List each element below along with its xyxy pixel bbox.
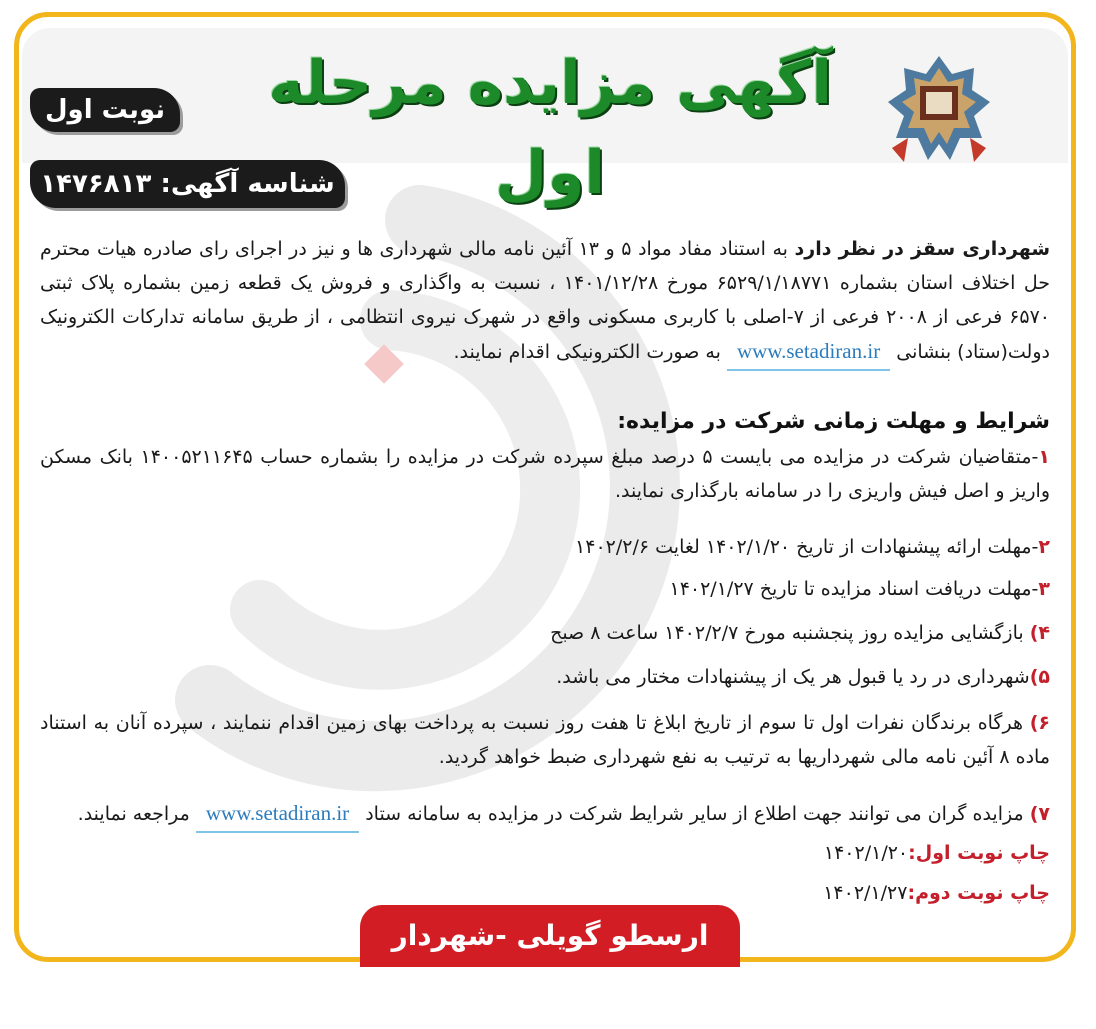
print-first-date: ۱۴۰۲/۱/۲۰ [823, 842, 909, 864]
condition-text: -مهلت دریافت اسناد مزایده تا تاریخ ۱۴۰۲/۱/۲۷ [669, 578, 1039, 600]
intro-paragraph [40, 232, 1050, 371]
intro-tail: به صورت الکترونیکی اقدام نمایند. [453, 341, 721, 363]
condition-tail: مراجعه نمایند. [77, 803, 196, 825]
condition-number: ۳ [1038, 578, 1050, 600]
condition-item-7 [40, 796, 1050, 833]
item7-url-link[interactable]: www.setadiran.ir [205, 801, 350, 825]
condition-item-6 [40, 706, 1050, 774]
condition-text: شهرداری در رد یا قبول هر یک از پیشنهادات مختار می باشد. [556, 666, 1030, 688]
condition-item-1 [40, 440, 1050, 508]
municipality-emblem [884, 52, 994, 170]
condition-number: ۱ [1038, 446, 1050, 468]
signature-banner: ارسطو گویلی -شهردار سقز [360, 905, 740, 967]
condition-item-5 [40, 660, 1050, 694]
condition-number: ۶) [1029, 712, 1050, 734]
item7-url-box [196, 796, 359, 833]
condition-number: ۵) [1029, 666, 1050, 688]
intro-url-box [727, 334, 890, 371]
condition-text: بازگشایی مزایده روز پنجشنبه مورخ ۱۴۰۲/۲/۷ ساعت ۸ صبح [550, 622, 1030, 644]
condition-number: ۲ [1038, 536, 1050, 558]
print-second-date: ۱۴۰۲/۱/۲۷ [823, 882, 908, 904]
condition-number: ۷) [1029, 803, 1050, 825]
ad-id-badge: شناسه آگهی: ۱۴۷۶۸۱۳ [30, 160, 345, 208]
print-first-label: چاپ نوبت اول: [908, 842, 1050, 864]
conditions-heading: شرایط و مهلت زمانی شرکت در مزایده: [617, 409, 1050, 434]
round-badge: نوبت اول [30, 88, 180, 132]
condition-item-3 [40, 572, 1050, 606]
condition-text: -مهلت ارائه پیشنهادات از تاریخ ۱۴۰۲/۱/۲۰ لغایت ۱۴۰۲/۲/۶ [575, 536, 1039, 558]
condition-text: هرگاه برندگان نفرات اول تا سوم از تاریخ ابلاغ تا هفت روز نسبت به پرداخت بهای زمین اقدام ننمایند ، سپرده آنان به استناد ماده ۸ آئین نامه مالی شهرداریها به ترتیب به نفع شهرداری ضبط خواهد گردید. [40, 712, 1050, 768]
condition-item-2 [40, 530, 1050, 564]
intro-url-link[interactable]: www.setadiran.ir [736, 339, 881, 363]
intro-text: به استناد مفاد مواد ۵ و ۱۳ آئین نامه مالی شهرداری ها و نیز در اجرای رای صادره هیات محترم حل اختلاف استان بشماره ۶۵۲۹/۱/۱۸۷۷۱ مورخ ۱۴۰۱/۱۲/۲۸ ، نسبت به واگذاری و فروش یک قطعه زمین بشماره پلاک ثبتی ۶۵۷۰ فرعی از ۲۰۰۸ فرعی از ۷-اصلی با کاربری مسکونی واقع در شهرک نیروی انتظامی ، از طریق سامانه تدارکات الکترونیک دولت(ستاد) بنشانی [40, 238, 1050, 363]
intro-lead: شهرداری سقز در نظر دارد [794, 238, 1051, 260]
ad-title: آگهی مزایده مرحله اول [268, 48, 832, 208]
condition-text: مزایده گران می توانند جهت اطلاع از سایر شرایط شرکت در مزایده به سامانه ستاد [359, 803, 1030, 825]
condition-text: -متقاضیان شرکت در مزایده می بایست ۵ درصد مبلغ سپرده شرکت در مزایده را بشماره حساب ۱۴۰۰۵۲۱۱۶۴۵ بانک مسکن واریز و اصل فیش واریزی را در سامانه بارگذاری نمایند. [40, 446, 1050, 502]
condition-number: ۴) [1029, 622, 1050, 644]
print-first [40, 836, 1050, 870]
print-second-label: چاپ نوبت دوم: [907, 882, 1050, 904]
condition-item-4 [40, 616, 1050, 650]
